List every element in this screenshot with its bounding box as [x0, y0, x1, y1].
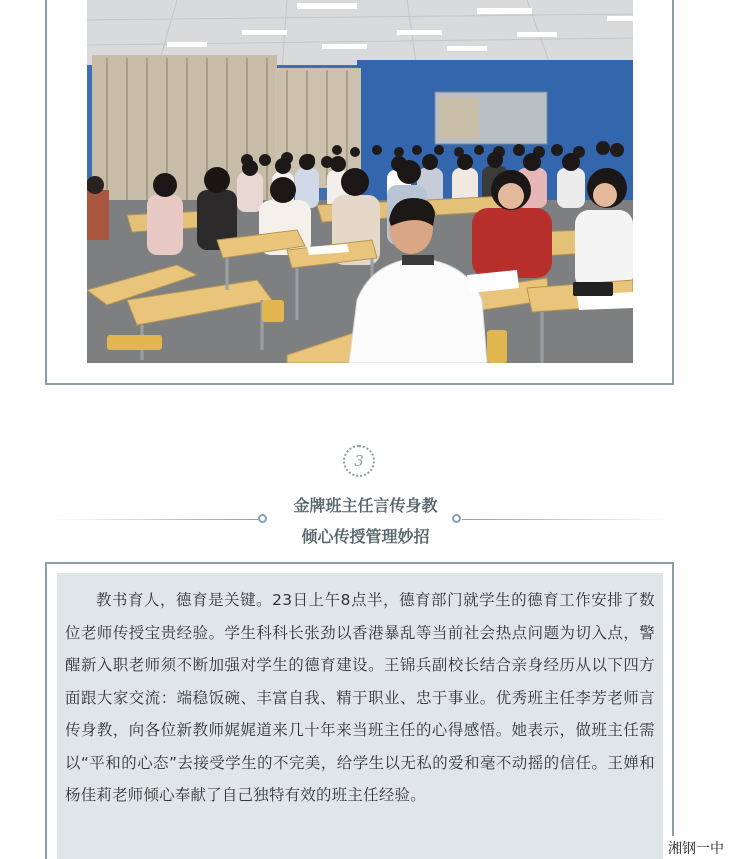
heading-rule-left — [52, 519, 258, 520]
section-title-line2: 倾心传授管理妙招 — [301, 527, 430, 546]
section-number: 3 — [354, 452, 364, 470]
section-title-line1: 金牌班主任言传身教 — [293, 496, 438, 515]
classroom-photo — [87, 0, 633, 363]
section-heading — [230, 490, 501, 552]
section-number-badge — [343, 445, 375, 477]
watermark-label: 湘钢一中 — [664, 836, 726, 859]
article-card — [57, 573, 663, 859]
article-paragraph: 教书育人，德育是关键。23日上午8点半，德育部门就学生的德育工作安排了数位老师传授宝贵经验。学生科科长张劲以香港暴乱等当前社会热点问题为切入点，警醒新入职老师须不断加强对学生的德育建设。王锦兵副校长结合亲身经历从以下四方面跟大家交流：端稳饭碗、丰富自我、精于职业、忠于事业。优秀班主任李芳老师言传身教，向各位新教师娓娓道来几十年来当班主任的心得感悟。她表示，做班主任需以“平和的心态”去接受学生的不完美，给学生以无私的爱和毫不动摇的信任。王婵和杨佳莉老师倾心奉献了自己独特有效的班主任经验。 — [65, 591, 655, 804]
